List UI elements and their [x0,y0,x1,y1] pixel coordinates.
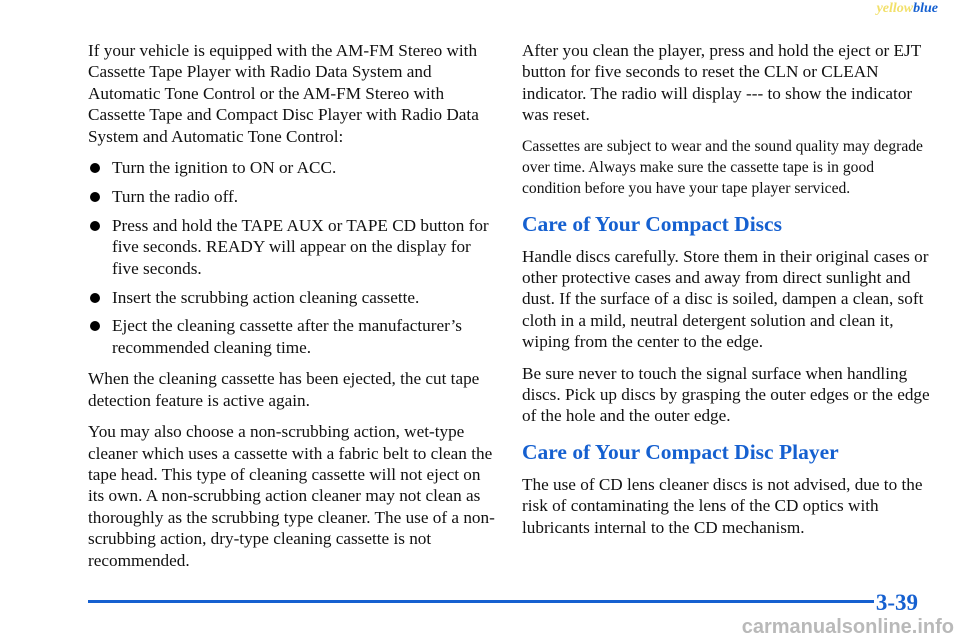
step-text: Turn the radio off. [112,186,239,206]
header-tag-yellow: yellow [876,1,914,16]
list-item [88,186,498,207]
right-column [522,40,932,548]
section-heading-compact-discs: Care of Your Compact Discs [522,211,782,236]
watermark-text: carmanualsonline.info [741,616,954,638]
intro-paragraph: If your vehicle is equipped with the AM-FM Stereo with Cassette Tape Player with Radio Data System and Automatic Tone Control or the AM-FM Stereo with Cassette Tape and Compact Disc Player with Radio Data System and Automatic Tone Control: [88,41,479,146]
footer-divider [88,600,874,603]
list-item [88,287,498,308]
step-text: Eject the cleaning cassette after the manufacturer’s recommended cleaning time. [112,316,462,357]
step-text: Press and hold the TAPE AUX or TAPE CD button for five seconds. READY will appear on the display for five seconds. [112,215,489,278]
handle-discs-paragraph: Handle discs carefully. Store them in their original cases or other protective cases and away from direct sunlight and dust. If the surface of a disc is soiled, dampen a clean, soft cloth in a mild, neutral detergent solution and clean it, wiping from the center to the edge. [522,246,929,352]
bullet-icon [90,321,100,331]
list-item [88,215,498,279]
step-text: Insert the scrubbing action cleaning cassette. [112,287,420,307]
bullet-icon [90,192,100,202]
signal-surface-paragraph: Be sure never to touch the signal surface when handling discs. Pick up discs by grasping the outer edges or the edge of the hole and the outer edge. [522,363,930,426]
list-item [88,315,498,358]
header-tag-blue: blue [913,1,938,16]
bullet-icon [90,221,100,231]
list-item [88,157,498,178]
ejected-paragraph: When the cleaning cassette has been ejected, the cut tape detection feature is active again. [88,369,480,410]
bullet-icon [90,293,100,303]
left-column [88,40,498,581]
reset-paragraph: After you clean the player, press and hold the eject or EJT button for five seconds to reset the CLN or CLEAN indicator. The radio will display --- to show the indicator was reset. [522,41,921,125]
cassette-wear-paragraph: Cassettes are subject to wear and the sound quality may degrade over time. Always make sure the cassette tape is in good condition before you have your tape player serviced. [522,137,923,197]
lens-cleaner-paragraph: The use of CD lens cleaner discs is not advised, due to the risk of contaminating the lens of the CD optics with lubricants internal to the CD mechanism. [522,474,923,537]
step-text: Turn the ignition to ON or ACC. [112,158,337,178]
page-number: 3-39 [875,590,918,615]
bullet-icon [90,163,100,173]
non-scrubbing-paragraph: You may also choose a non-scrubbing action, wet-type cleaner which uses a cassette with a fabric belt to clean the tape head. This type of cleaning cassette will not eject on its own. A non-scrubbing action cleaner may not clean as thoroughly as the scrubbing type cleaner. The use of a non-scrubbing action, dry-type cleaning cassette is not recommended. [88,422,495,570]
cleaning-steps-list [88,157,498,358]
header-color-tag [877,0,938,17]
section-heading-cd-player: Care of Your Compact Disc Player [522,439,839,464]
